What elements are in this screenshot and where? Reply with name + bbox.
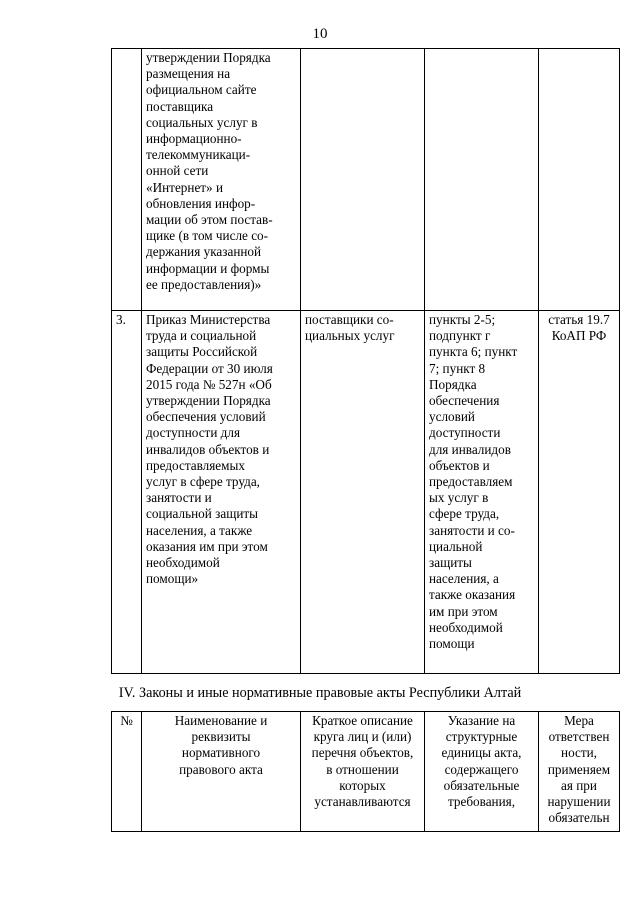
text-line: труда и социальной	[146, 328, 257, 344]
text-line: Указание на	[447, 713, 516, 728]
text-line: также оказания	[429, 587, 516, 603]
text-line: пункта 6; пункт	[429, 344, 518, 360]
name-header	[142, 712, 301, 832]
text-line: защиты Российской	[146, 344, 258, 360]
text-line: ее предоставления)»	[146, 276, 262, 292]
text-line: устанавливаются	[314, 794, 411, 810]
text-line: структурные	[445, 729, 518, 745]
text-line: населения, а также	[146, 522, 253, 538]
liability-header	[539, 712, 620, 832]
text-line: КоАП РФ	[551, 328, 607, 344]
text-line: занятости и	[146, 490, 212, 506]
text-line: нормативного	[181, 745, 261, 761]
text-line: циальной	[429, 538, 483, 554]
structural-units-cell	[425, 49, 539, 311]
text-line: доступности	[429, 425, 501, 441]
text-line: предоставляем	[429, 474, 513, 490]
text-line: утверждении Порядка	[146, 50, 271, 65]
text-line: инвалидов объектов и	[146, 441, 270, 457]
scope-header	[301, 712, 425, 832]
scope-cell	[301, 311, 425, 674]
table-row-3	[112, 311, 620, 674]
text-line: помощи	[429, 636, 475, 652]
text-line: обязательные	[443, 777, 520, 793]
text-line: 7; пункт 8	[429, 360, 486, 376]
text-line: 2015 года № 527н «Об	[146, 376, 272, 392]
text-line: Мера	[564, 713, 594, 728]
text-line: обновления инфор-	[146, 195, 256, 211]
text-line: официальном сайте	[146, 82, 257, 98]
page-number: 10	[312, 26, 328, 42]
text-line: держания указанной	[146, 244, 262, 260]
text-line: ая при	[561, 777, 597, 793]
text-line: Приказ Министерства	[146, 312, 271, 327]
scope-cell	[301, 49, 425, 311]
text-line: требования,	[447, 794, 516, 810]
text-line: правового акта	[179, 761, 263, 777]
text-line: объектов и	[429, 457, 490, 473]
text-line: оказания им при этом	[146, 538, 268, 554]
number-cell	[112, 49, 142, 311]
text-line: социальной защиты	[146, 506, 259, 522]
text-line: информационно-	[146, 131, 242, 147]
text-line: социальных услуг в	[146, 114, 258, 130]
text-line: обеспечения условий	[146, 409, 266, 425]
liability-cell	[539, 49, 620, 311]
text-line: применяем	[547, 761, 611, 777]
text-line: которых	[339, 777, 386, 793]
text-line: телекоммуникаци-	[146, 147, 251, 163]
text-line: пункты 2-5;	[429, 312, 496, 327]
text-line: размещения на	[146, 66, 231, 82]
text-line: обеспечения	[429, 393, 500, 409]
text-line: «Интернет» и	[146, 179, 224, 195]
text-line: сфере труда,	[429, 506, 500, 522]
text-line: предоставляемых	[146, 457, 245, 473]
text-line: циальных услуг	[305, 328, 395, 344]
text-line: ых услуг в	[429, 490, 489, 506]
text-line: Порядка	[429, 376, 477, 392]
table-row-continuation	[112, 49, 620, 311]
text-line: реквизиты	[191, 729, 251, 745]
text-line: ответствен	[548, 729, 610, 745]
text-line: Федерации от 30 июля	[146, 360, 273, 376]
liability-cell	[539, 311, 620, 674]
text-line: статья 19.7	[548, 312, 610, 327]
text-line: Краткое описание	[312, 713, 413, 728]
number-cell: 3.	[112, 311, 142, 674]
text-line: услуг в сфере труда,	[146, 474, 260, 490]
text-line: занятости и со-	[429, 522, 515, 538]
text-line: обязательн	[548, 810, 610, 826]
text-line: помощи»	[146, 571, 199, 587]
text-line: Наименование и	[174, 713, 268, 728]
text-line: необходимой	[429, 619, 503, 635]
units-header	[425, 712, 539, 832]
section-heading: IV. Законы и иные нормативные правовые акты Республики Алтай	[118, 685, 522, 701]
text-line: доступности для	[146, 425, 241, 441]
text-line: населения, а	[429, 571, 499, 587]
text-line: им при этом	[429, 603, 498, 619]
text-line: содержащего	[444, 761, 519, 777]
section-4-table	[111, 711, 620, 832]
number-header: №	[112, 712, 142, 832]
structural-units-cell	[425, 311, 539, 674]
text-line: в отношении	[326, 761, 399, 777]
text-line: информации и формы	[146, 260, 270, 276]
text-line: нарушении	[547, 794, 611, 810]
text-line: перечня объектов,	[311, 745, 414, 761]
act-name-cell	[142, 49, 301, 311]
text-line: подпункт г	[429, 328, 491, 344]
table-header-row	[112, 712, 620, 832]
text-line: для инвалидов	[429, 441, 511, 457]
text-line: необходимой	[146, 555, 220, 571]
text-line: условий	[429, 409, 475, 425]
text-line: единицы акта,	[441, 745, 522, 761]
text-line: круга лиц и (или)	[313, 729, 412, 745]
text-line: защиты	[429, 555, 472, 571]
text-line: ности,	[561, 745, 597, 761]
text-line: утверждении Порядка	[146, 393, 271, 409]
requirements-table-continuation	[111, 48, 620, 674]
text-line: мации об этом постав-	[146, 212, 273, 228]
text-line: щике (в том числе со-	[146, 228, 269, 244]
text-line: онной сети	[146, 163, 209, 179]
text-line: поставщика	[146, 98, 214, 114]
text-line: поставщики со-	[305, 312, 394, 327]
act-name-cell	[142, 311, 301, 674]
